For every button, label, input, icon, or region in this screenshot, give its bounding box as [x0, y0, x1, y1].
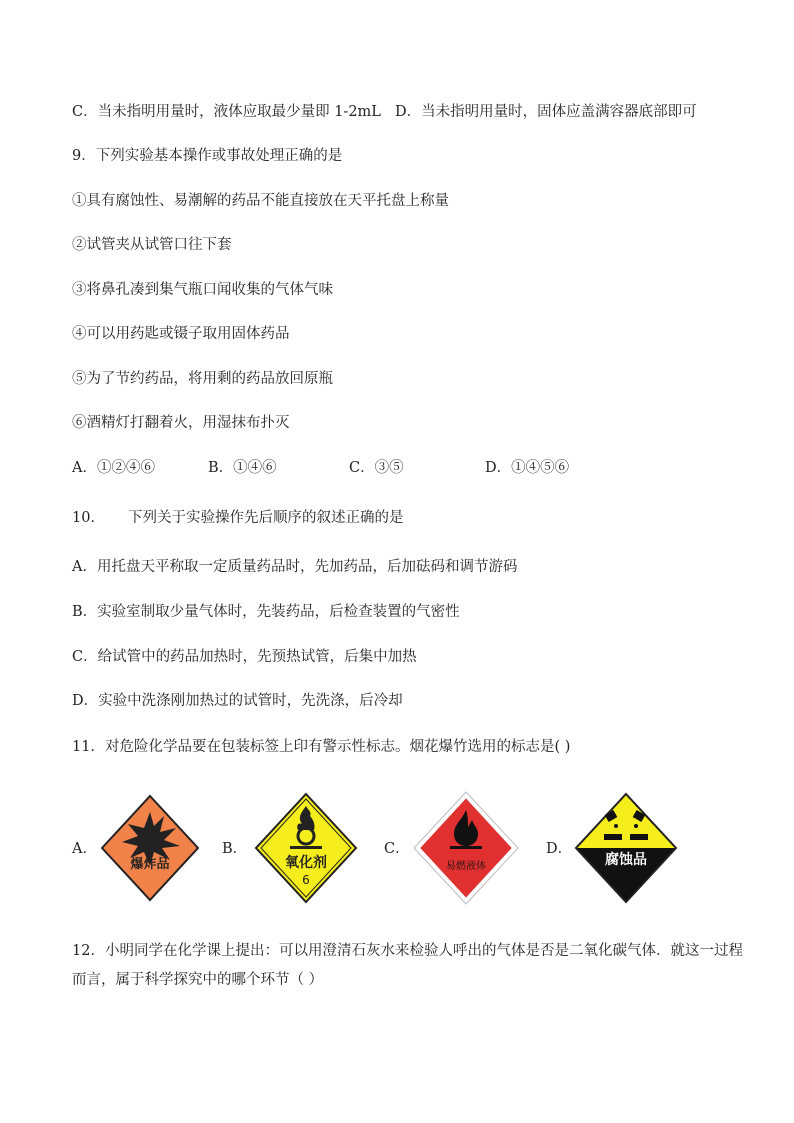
- q10-option-d: D．实验中洗涤刚加热过的试管时，先洗涤，后冷却: [72, 693, 403, 709]
- hazard-signs-row: [0, 788, 794, 908]
- q9-item: ③将鼻孔凑到集气瓶口闻收集的气体气味: [72, 282, 333, 298]
- q10-stem: 下列关于实验操作先后顺序的叙述正确的是: [128, 510, 404, 526]
- q10-option-b: B．实验室制取少量气体时，先装药品，后检查装置的气密性: [72, 604, 460, 620]
- q9-item: ①具有腐蚀性、易潮解的药品不能直接放在天平托盘上称量: [72, 193, 449, 209]
- q9-stem: 9．下列实验基本操作或事故处理正确的是: [72, 148, 343, 164]
- q9-option-b: B．①④⑥: [208, 460, 277, 476]
- q12-line-2: 而言，属于科学探究中的哪个环节（ ）: [72, 972, 324, 988]
- q10-option-c: C．给试管中的药品加热时，先预热试管，后集中加热: [72, 649, 417, 665]
- q9-option-a: A．①②④⑥: [72, 460, 155, 476]
- flammable-liquid-sign: [410, 788, 522, 908]
- q12-line-1: 12．小明同学在化学课上提出：可以用澄清石灰水来检验人呼出的气体是否是二氧化碳气体．就这一过程: [72, 943, 743, 959]
- q11-stem: 11．对危险化学品要在包装标签上印有警示性标志。烟花爆竹选用的标志是( ): [72, 739, 571, 755]
- sign-a-text: 爆炸品: [130, 857, 170, 872]
- sign-c-text: 易燃液体: [446, 861, 486, 872]
- q11-option-b-label: B．: [222, 841, 248, 857]
- q9-option-d: D．①④⑤⑥: [485, 460, 570, 476]
- corrosive-sign: [570, 788, 682, 908]
- sign-b-number: 6: [302, 873, 310, 887]
- q11-option-c-label: C．: [384, 841, 410, 857]
- oxidizer-sign: [250, 788, 362, 908]
- q10-option-a: A．用托盘天平称取一定质量药品时，先加药品，后加砝码和调节游码: [72, 559, 518, 575]
- q9-option-c: C．③⑤: [349, 460, 404, 476]
- sign-b-text: 氧化剂: [285, 855, 327, 871]
- q9-item: ⑥酒精灯打翻着火，用湿抹布扑灭: [72, 415, 290, 431]
- explosive-sign: [94, 788, 206, 908]
- q9-item: ⑤为了节约药品，将用剩的药品放回原瓶: [72, 371, 333, 387]
- q10-number: 10．: [72, 510, 105, 526]
- q11-option-a-label: A．: [72, 841, 97, 857]
- q8-option-c: C．当未指明用量时，液体应取最少量即 1-2mL: [72, 104, 381, 120]
- q11-option-d-label: D．: [546, 841, 573, 857]
- q9-item: ④可以用药匙或镊子取用固体药品: [72, 326, 290, 342]
- sign-d-text: 腐蚀品: [605, 852, 647, 868]
- q8-option-d: D．当未指明用量时，固体应盖满容器底部即可: [395, 104, 697, 120]
- q9-item: ②试管夹从试管口往下套: [72, 237, 232, 253]
